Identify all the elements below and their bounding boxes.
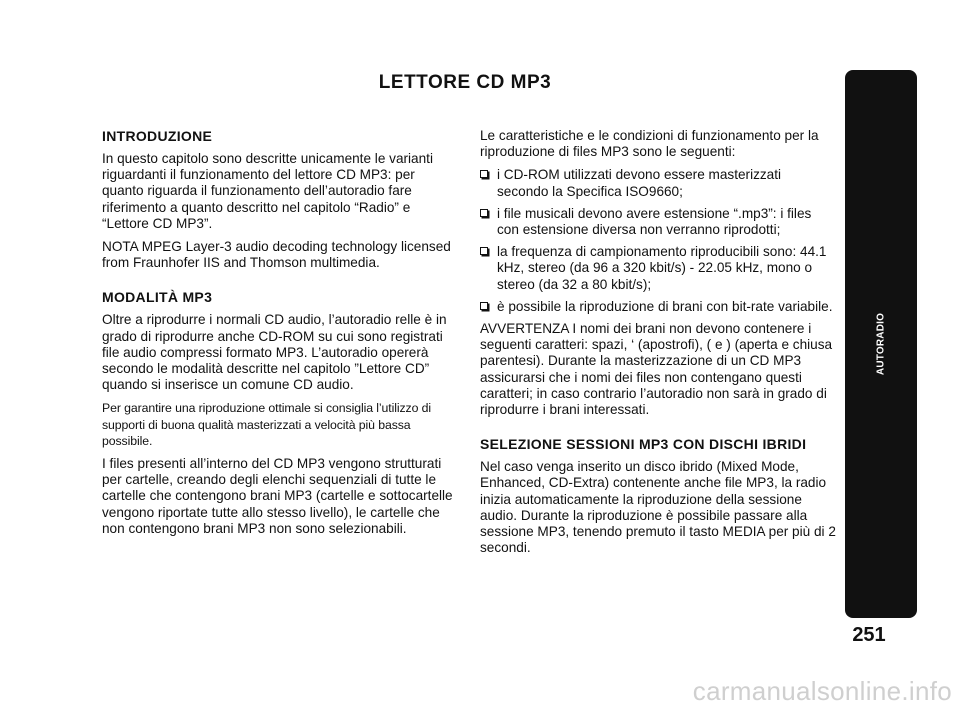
quality-advice: Per garantire una riproduzione ottimale si consiglia l’utilizzo di supporti di buona qualità masterizzati a velocità più bassa possibile. (102, 401, 432, 448)
checkbox-bullet-icon (480, 247, 488, 255)
intro-paragraph: In questo capitolo sono descritte unicamente le varianti riguardanti il funzionamento del lettore CD MP3: per quanto riguarda il funzionamento dell’autoradio fare riferimento a quanto descritto nel capitolo “Radio” e “Lettore CD MP3”. (102, 151, 433, 231)
warning-paragraph: AVVERTENZA I nomi dei brani non devono contenere i seguenti caratteri: spazi, ‘ (apostrofi), ( e ) (aperta e chiusa parentesi). Durante la masterizzazione di un CD MP3 assicurarsi che i nomi dei files non contengano questi caratteri; in caso contrario l’autoradio non sarà in grado di riprodurre i brani interessati. (480, 321, 833, 418)
list-item (480, 167, 836, 199)
list-item-text: i file musicali devono avere estensione “.mp3”: i files con estensione diversa non verranno riprodotti; (497, 205, 812, 238)
intro-heading: INTRODUZIONE (102, 128, 213, 144)
list-item-text: è possibile la riproduzione di brani con bit-rate variabile. (497, 298, 833, 314)
page-title: LETTORE CD MP3 (378, 72, 552, 93)
section-tab-label: AUTORADIO (875, 312, 887, 376)
page-number: 251 (852, 624, 886, 646)
watermark: carmanualsonline.info (692, 676, 952, 706)
checkbox-bullet-icon (480, 170, 488, 178)
checkbox-bullet-icon (480, 209, 488, 217)
mode-paragraph: Oltre a riprodurre i normali CD audio, l’autoradio relle è in grado di riprodurre anche CD-ROM su cui sono registrati file audio compressi formato MP3. L’autoradio opererà secondo le modalità descritte nel capitolo ”Lettore CD” quando si inserisce un comune CD audio. (102, 312, 447, 393)
list-item (480, 206, 836, 238)
list-item (480, 244, 836, 293)
section-tab (845, 70, 917, 618)
list-item (480, 299, 836, 315)
list-item-text: i CD-ROM utilizzati devono essere masterizzati secondo la Specifica ISO9660; (497, 167, 782, 199)
folder-structure-paragraph: I files presenti all’interno del CD MP3 vengono strutturati per cartelle, creando degli elenchi sequenziali di tutte le cartelle che contengono brani MP3 (cartelle e sottocartelle vengono riportate tutte allo stesso livello), le cartelle che non contengono brani MP3 non sono selezionabili. (102, 456, 453, 536)
hybrid-heading: SELEZIONE SESSIONI MP3 CON DISCHI IBRIDI (480, 436, 807, 453)
mpeg-note: NOTA MPEG Layer-3 audio decoding technology licensed from Fraunhofer IIS and Thomson multimedia. (102, 239, 451, 271)
right-column (480, 128, 836, 563)
checkbox-bullet-icon (480, 302, 488, 310)
mode-heading: MODALITÀ MP3 (102, 289, 213, 306)
conditions-intro: Le caratteristiche e le condizioni di funzionamento per la riproduzione di files MP3 sono le seguenti: (480, 128, 819, 160)
hybrid-paragraph: Nel caso venga inserito un disco ibrido (Mixed Mode, Enhanced, CD-Extra) contenente anche file MP3, la radio inizia automaticamente la riproduzione della sessione audio. Durante la riproduzione è possibile passare alla sessione MP3, tenendo premuto il tasto MEDIA per più di 2 secondi. (480, 459, 836, 556)
left-column (102, 128, 454, 544)
list-item-text: la frequenza di campionamento riproducibili sono: 44.1 kHz, stereo (da 96 a 320 kbit/s) - 22.05 kHz, mono o stereo (da 32 a 80 kbit/s); (497, 244, 827, 292)
conditions-list (480, 167, 836, 315)
